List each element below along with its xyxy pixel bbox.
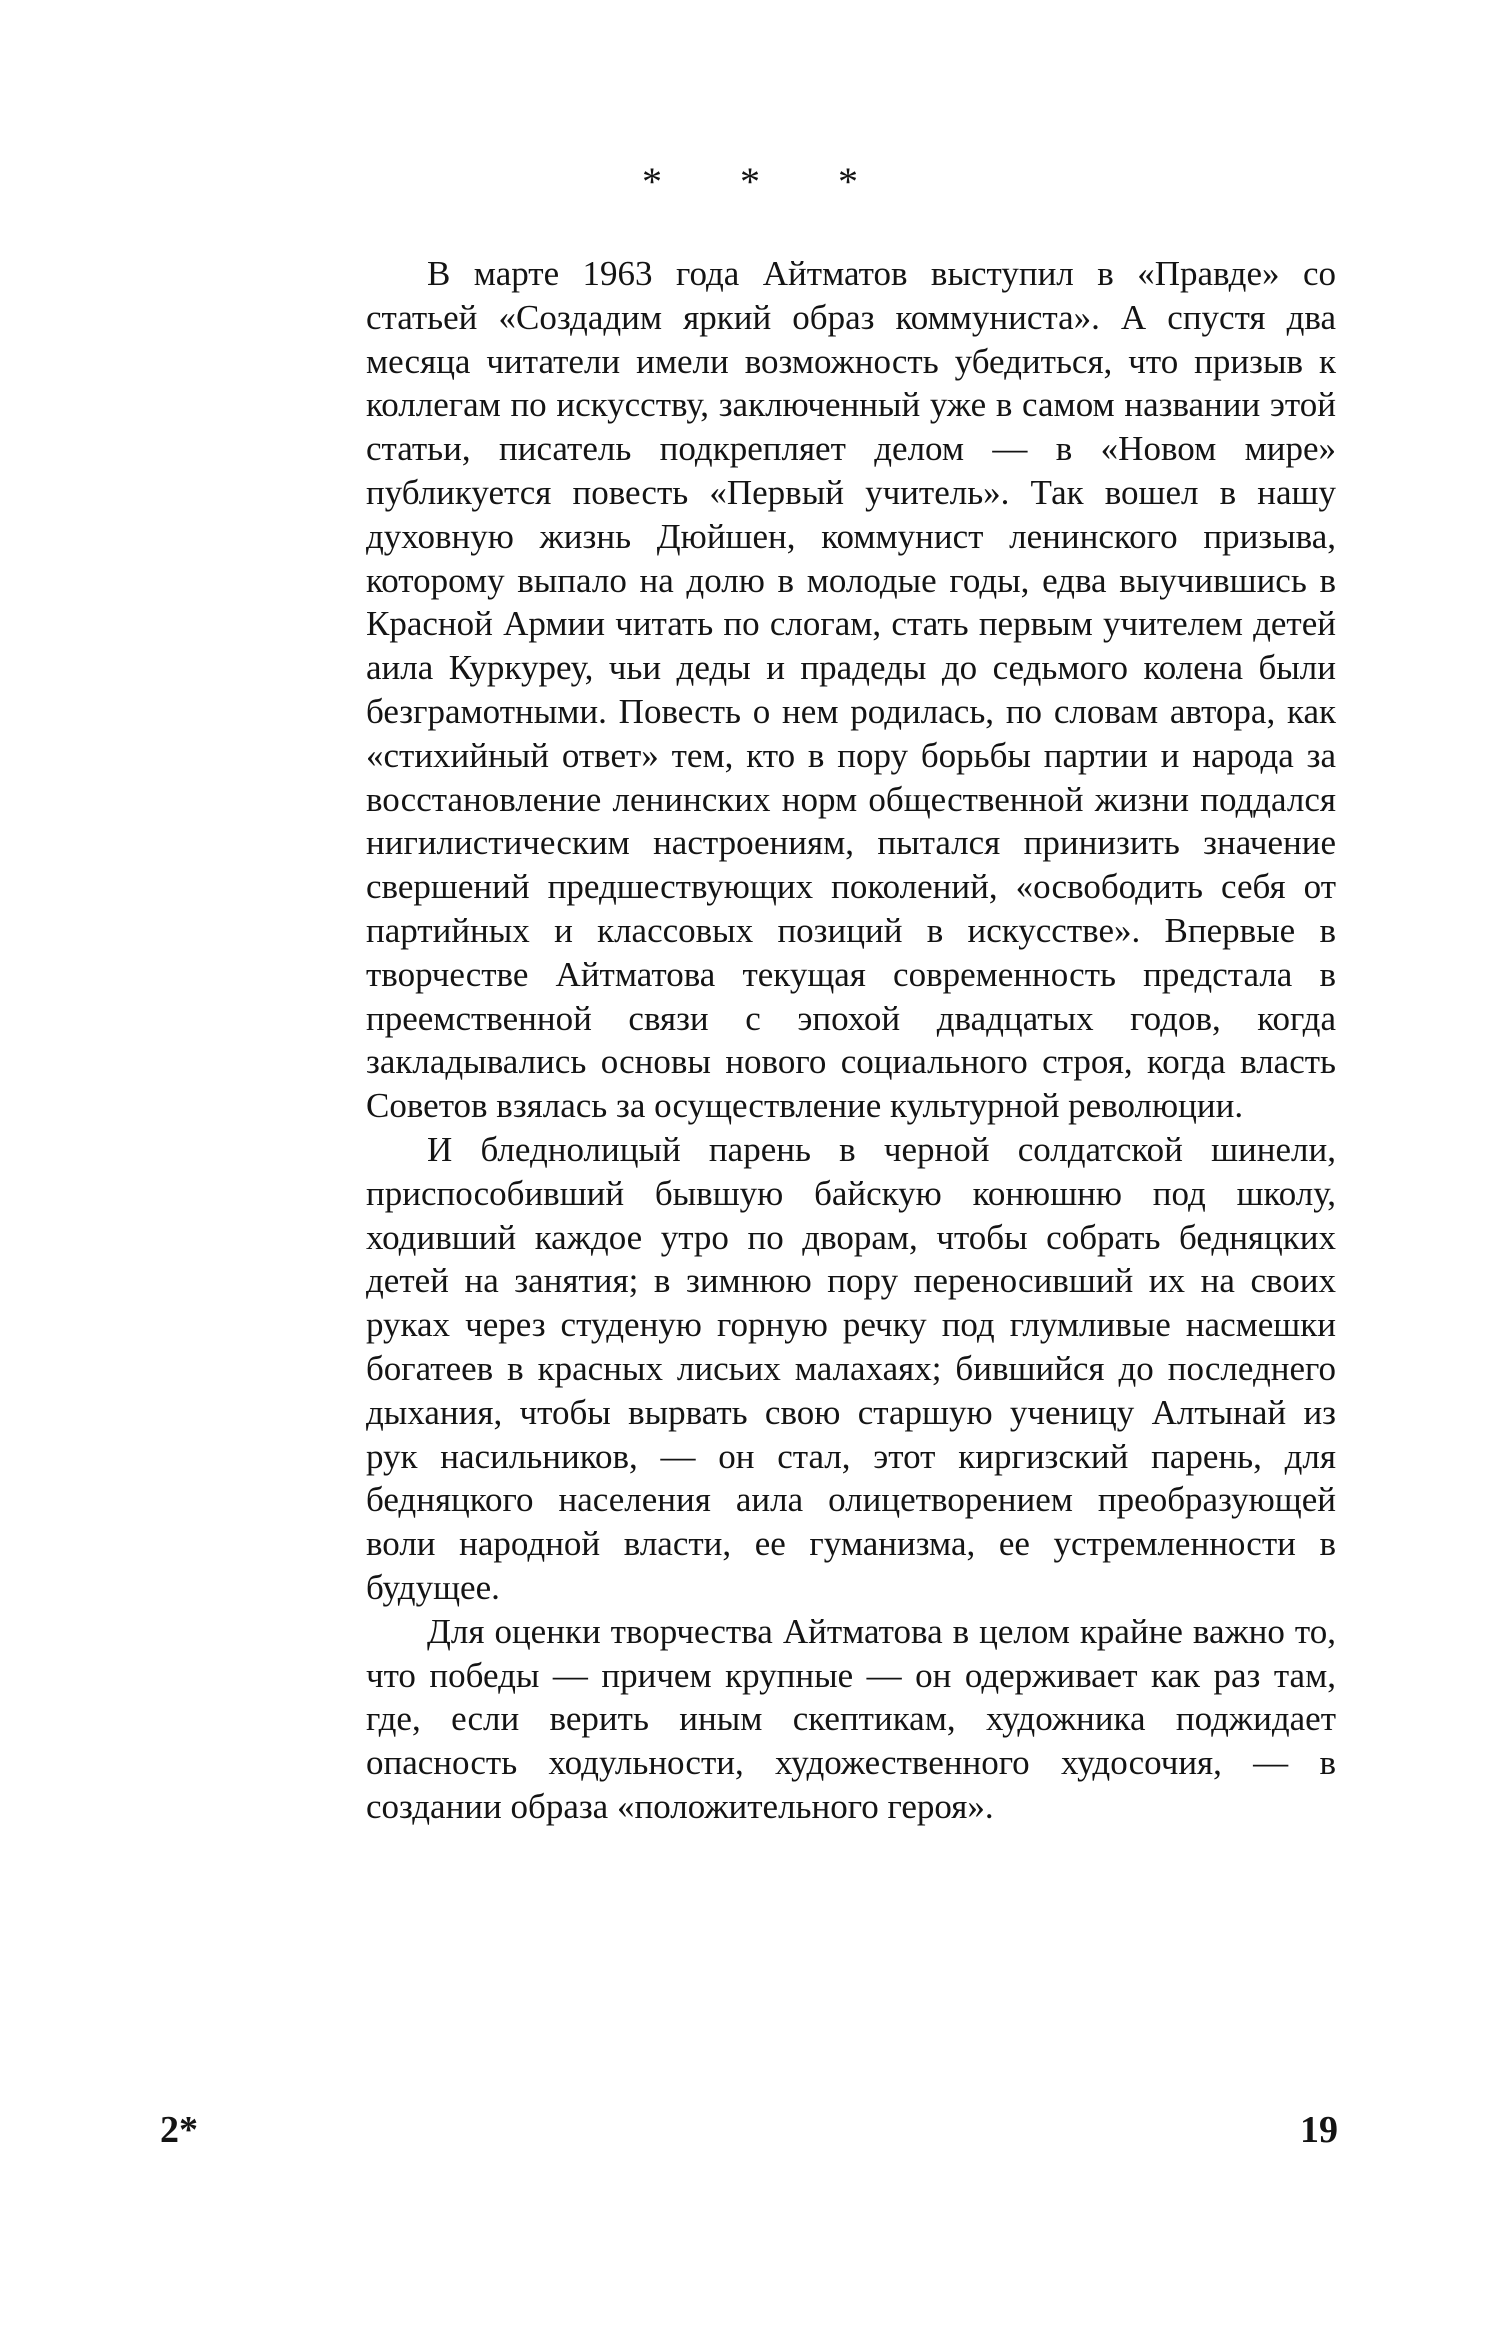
printer-signature: 2* <box>160 2109 198 2151</box>
section-separator: * * * <box>642 159 892 204</box>
body-text <box>366 252 1336 1829</box>
paragraph: В марте 1963 года Айтматов выступил в «Правде» со статьей «Создадим яркий образ коммуниста». А спустя два месяца читатели имели возможность убедиться, что призыв к коллегам по искусству, заключенный уже в самом названии этой статьи, писатель подкрепляет делом — в «Новом мире» публикуется повесть «Первый учитель». Так вошел в нашу духовную жизнь Дюйшен, коммунист ленинского призыва, которому выпало на долю в молодые годы, едва выучившись в Красной Армии читать по слогам, стать первым учителем детей аила Куркуреу, чьи деды и прадеды до седьмого колена были безграмотными. Повесть о нем родилась, по словам автора, как «стихийный ответ» тем, кто в пору борьбы партии и народа за восстановление ленинских норм общественной жизни поддался нигилистическим настроениям, пытался принизить значение свершений предшествующих поколений, «освободить себя от партийных и классовых позиций в искусстве». Впервые в творчестве Айтматова текущая современность предстала в преемственной связи с эпохой двадцатых годов, когда закладывались основы нового социального строя, когда власть Советов взялась за осуществление культурной революции. <box>366 254 1336 1126</box>
page-number: 19 <box>1300 2109 1338 2151</box>
paragraph: И бледнолицый парень в черной солдатской шинели, приспособивший бывшую байскую конюшню под школу, ходивший каждое утро по дворам, чтобы собрать бедняцких детей на занятия; в зимнюю пору переносивший их на своих руках через студеную горную речку под глумливые насмешки богатеев в красных лисьих малахаях; бившийся до последнего дыхания, чтобы вырвать свою старшую ученицу Алтынай из рук насильников, — он стал, этот киргизский парень, для бедняцкого населения аила олицетворением преобразующей воли народной власти, ее гуманизма, ее устремленности в будущее. <box>366 1129 1336 1607</box>
paragraph: Для оценки творчества Айтматова в целом крайне важно то, что победы — причем крупные — он одерживает как раз там, где, если верить иным скептикам, художника поджидает опасность ходульности, художественного худосочия, — в создании образа «положительного героя». <box>366 1611 1336 1826</box>
